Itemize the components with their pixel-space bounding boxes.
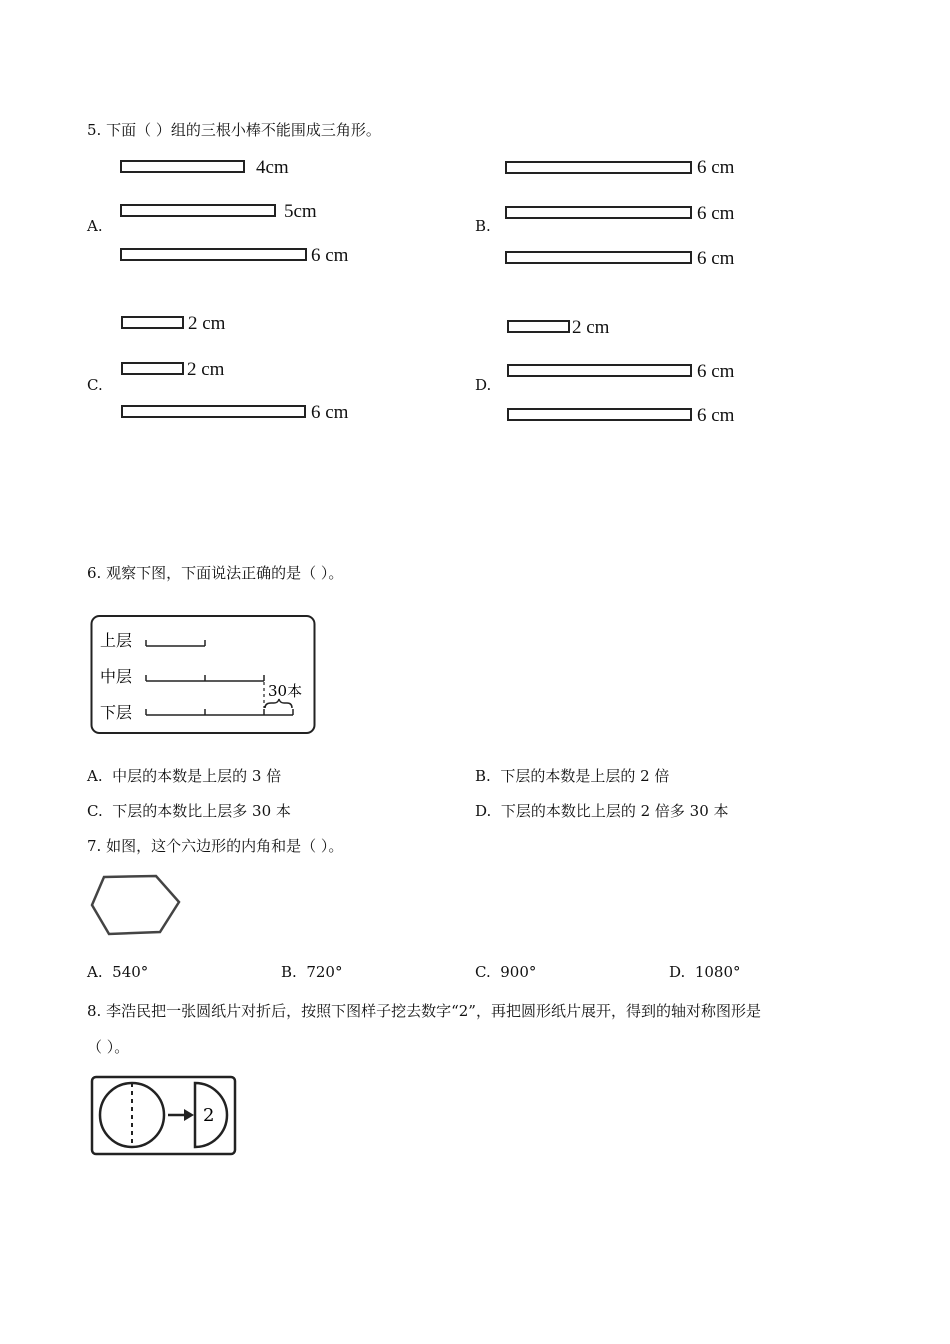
q7-option-b-letter: B.: [281, 963, 297, 981]
q6-option-d-text: 下层的本数比上层的 2 倍多 30 本: [500, 802, 729, 820]
q7-option-d-text: 1080°: [694, 963, 741, 981]
stick-a2: [120, 204, 276, 217]
stick-b2-label: 6 cm: [697, 203, 735, 224]
arrow-icon: [184, 1109, 194, 1121]
q8-stem-line2: （ ）。: [87, 1038, 130, 1056]
q6-option-a-text: 中层的本数是上层的 3 倍: [112, 767, 282, 785]
q7-option-c-letter: C.: [475, 963, 491, 981]
q6-option-d-letter: D.: [475, 802, 492, 820]
q6-option-a[interactable]: [87, 765, 281, 786]
stick-c2-label: 2 cm: [187, 359, 225, 380]
hexagon-shape: [92, 876, 179, 934]
q6-option-c-letter: C.: [87, 802, 103, 820]
stick-c3-label: 6 cm: [311, 402, 349, 423]
hexagon-figure: [88, 872, 184, 938]
q7-option-b-text: 720°: [306, 963, 343, 981]
brace: [265, 699, 292, 708]
label-30-books: 30本: [268, 682, 303, 700]
q7-option-a-letter: A.: [87, 963, 103, 981]
q6-option-b-text: 下层的本数是上层的 2 倍: [500, 767, 670, 785]
stick-c1: [121, 316, 184, 329]
cut-digit: 2: [203, 1105, 215, 1126]
stick-c3: [121, 405, 306, 418]
q8-stem-line1: 8. 李浩民把一张圆纸片对折后，按照下图样子挖去数字“2”，再把圆形纸片展开，得到的轴对称图形是: [87, 1002, 761, 1020]
stick-b2: [505, 206, 692, 219]
stick-a2-label: 5cm: [284, 201, 317, 222]
label-middle: 中层: [100, 667, 133, 686]
q6-option-a-letter: A.: [87, 767, 103, 785]
stick-a1: [120, 160, 245, 173]
q7-option-a-text: 540°: [112, 963, 149, 981]
stick-d2: [507, 364, 692, 377]
q6-bookshelf-figure: [90, 614, 318, 736]
label-lower: 下层: [100, 703, 133, 722]
stick-a3: [120, 248, 307, 261]
stick-a1-label: 4cm: [256, 157, 289, 178]
q5-stem: 5. 下面（ ）组的三根小棒不能围成三角形。: [87, 121, 381, 139]
bar-middle: [146, 675, 264, 681]
q8-paper-figure: [90, 1075, 238, 1157]
stick-d3: [507, 408, 692, 421]
q7-option-c-text: 900°: [500, 963, 537, 981]
q7-option-c[interactable]: [475, 963, 536, 981]
q6-option-b[interactable]: [475, 765, 669, 786]
bar-upper: [146, 640, 205, 646]
q5-option-c-letter[interactable]: C.: [87, 376, 103, 394]
q6-stem: 6. 观察下图，下面说法正确的是（ ）。: [87, 564, 344, 582]
stick-b3-label: 6 cm: [697, 248, 735, 269]
stick-c2: [121, 362, 184, 375]
stick-d3-label: 6 cm: [697, 405, 735, 426]
q6-option-b-letter: B.: [475, 767, 491, 785]
q6-option-d[interactable]: [475, 800, 729, 821]
bar-lower: [146, 709, 293, 715]
q7-option-a[interactable]: [87, 963, 148, 981]
q6-option-c-text: 下层的本数比上层多 30 本: [112, 802, 291, 820]
q7-option-b[interactable]: [281, 963, 342, 981]
q5-option-d-letter[interactable]: D.: [475, 376, 492, 394]
q5-option-a-letter[interactable]: A.: [87, 217, 103, 235]
label-upper: 上层: [100, 631, 133, 650]
stick-b1: [505, 161, 692, 174]
stick-d1: [507, 320, 570, 333]
q7-stem: 7. 如图，这个六边形的内角和是（ ）。: [87, 837, 344, 855]
stick-d1-label: 2 cm: [572, 317, 610, 338]
stick-d2-label: 6 cm: [697, 361, 735, 382]
q7-option-d[interactable]: [669, 963, 741, 981]
stick-a3-label: 6 cm: [311, 245, 349, 266]
q5-option-b-letter[interactable]: B.: [475, 217, 491, 235]
stick-b1-label: 6 cm: [697, 157, 735, 178]
q6-option-c[interactable]: [87, 800, 291, 821]
stick-b3: [505, 251, 692, 264]
stick-c1-label: 2 cm: [188, 313, 226, 334]
q7-option-d-letter: D.: [669, 963, 686, 981]
